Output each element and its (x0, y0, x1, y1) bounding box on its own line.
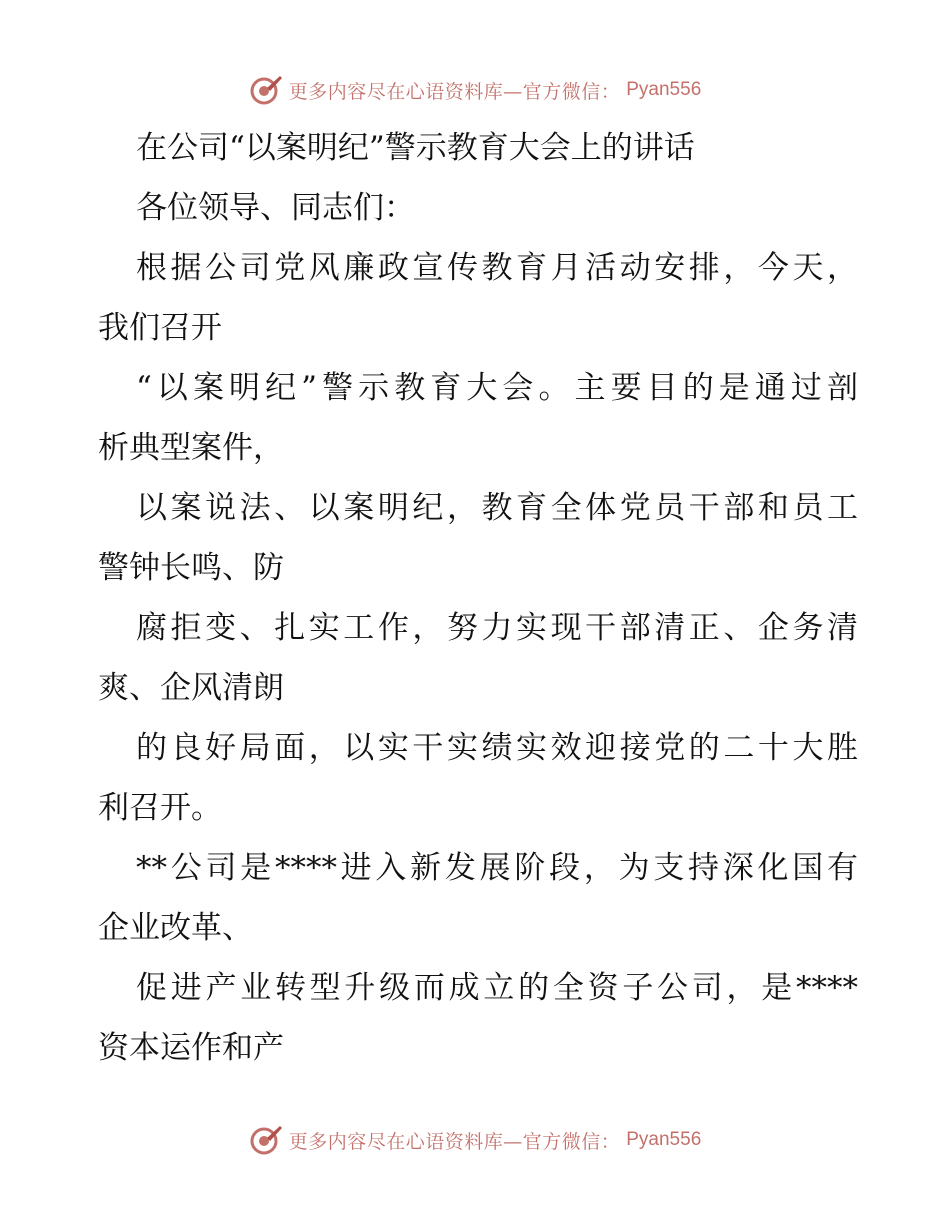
paragraph-line: 我们召开 (98, 310, 222, 346)
pen-logo-icon (249, 1123, 283, 1157)
paragraph-line: 利召开。 (98, 790, 222, 826)
paragraph-line: 根据公司党风廉政宣传教育月活动安排，今天， (136, 250, 858, 286)
paragraph-line: 析典型案件， (98, 430, 284, 466)
paragraph-line: 爽、企风清朗 (98, 670, 284, 706)
watermark-text: 更多内容尽在心语资料库—官方微信： (288, 80, 621, 103)
document-body (98, 118, 858, 1078)
watermark-id: Pyan556 (626, 79, 702, 100)
paragraph-line: 促进产业转型升级而成立的全资子公司，是**** (136, 970, 858, 1006)
watermark-text: 更多内容尽在心语资料库—官方微信： (288, 1130, 621, 1153)
paragraph-line: 资本运作和产 (98, 1030, 284, 1066)
paragraph-line: 警钟长鸣、防 (98, 550, 284, 586)
paragraph-line: “以案明纪”警示教育大会。主要目的是通过剖 (136, 370, 858, 406)
footer-watermark (0, 1120, 950, 1160)
watermark-id: Pyan556 (626, 1129, 702, 1150)
paragraph-line: 腐拒变、扎实工作，努力实现干部清正、企务清 (136, 610, 858, 646)
salutation: 各位领导、同志们： (136, 190, 415, 226)
paragraph-line: 以案说法、以案明纪，教育全体党员干部和员工 (136, 490, 858, 526)
header-watermark (0, 70, 950, 110)
document-title: 在公司“以案明纪”警示教育大会上的讲话 (136, 130, 695, 166)
paragraph-line: **公司是****进入新发展阶段，为支持深化国有 (136, 850, 858, 886)
paragraph-line: 企业改革、 (98, 910, 253, 946)
paragraph-line: 的良好局面，以实干实绩实效迎接党的二十大胜 (136, 730, 858, 766)
pen-logo-icon (249, 73, 283, 107)
